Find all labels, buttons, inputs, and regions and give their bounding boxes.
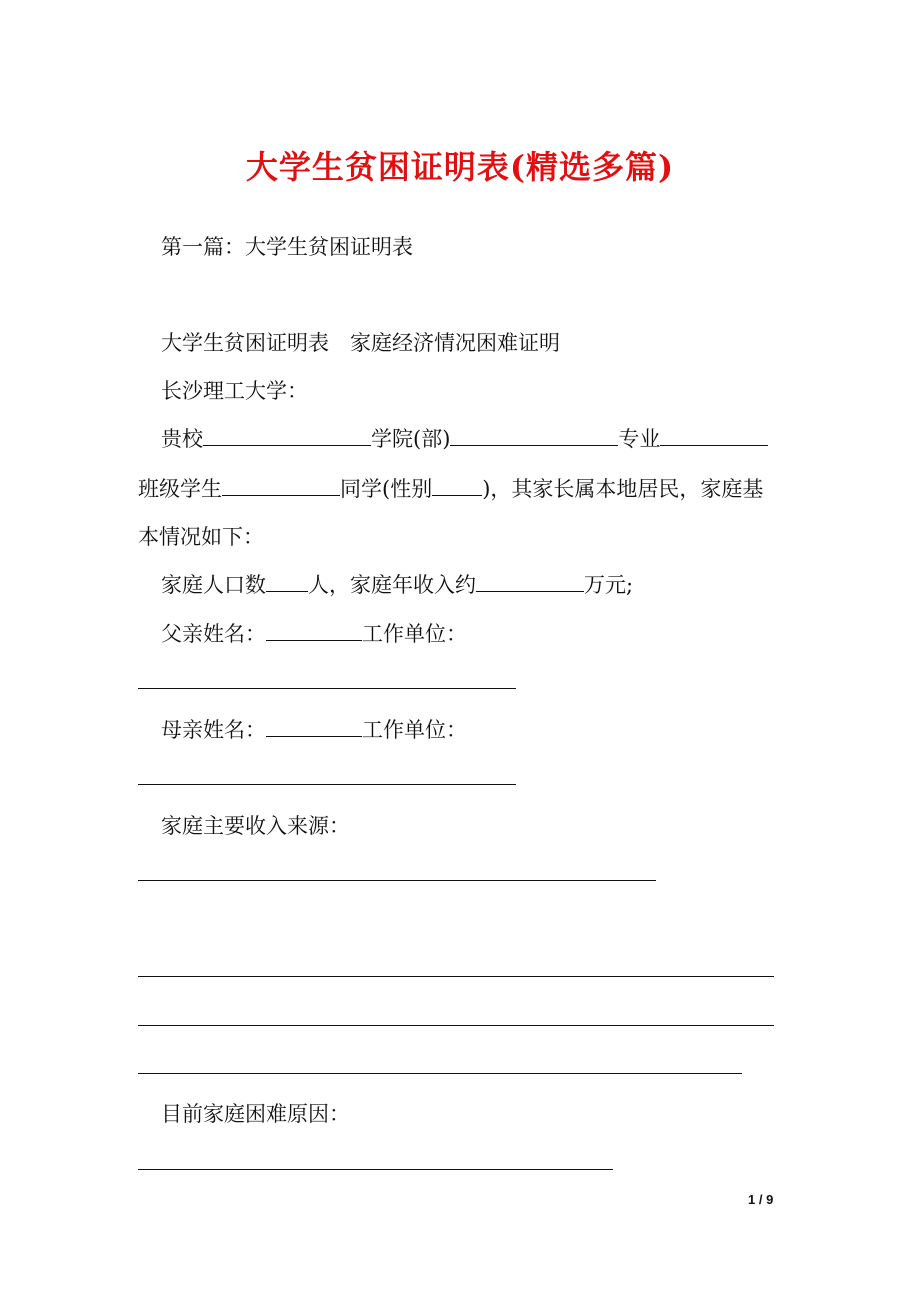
person-unit: 人，家庭年收入约 <box>308 573 476 597</box>
school-blank[interactable] <box>203 425 371 446</box>
income-unit: 万元; <box>584 573 634 597</box>
main-income-blank-2[interactable] <box>138 976 774 977</box>
population-blank[interactable] <box>266 571 308 592</box>
page-indicator: 1 / 9 <box>748 1192 774 1207</box>
father-name-label: 父亲姓名： <box>161 622 266 646</box>
school-info-line <box>161 425 768 453</box>
mother-workplace-blank[interactable] <box>138 784 516 785</box>
section-heading: 第一篇：大学生贫困证明表 <box>161 235 413 259</box>
mother-workplace-label: 工作单位： <box>362 718 467 742</box>
residence-text: )，其家长属本地居民，家庭基 <box>482 477 764 501</box>
population-label: 家庭人口数 <box>161 573 266 597</box>
student-name-blank[interactable] <box>222 475 340 496</box>
main-income-blank-3[interactable] <box>138 1025 774 1026</box>
difficulty-reason-blank[interactable] <box>138 1169 613 1170</box>
form-header: 大学生贫困证明表 家庭经济情况困难证明 <box>161 331 560 355</box>
gender-blank[interactable] <box>432 475 482 496</box>
main-income-blank-1[interactable] <box>138 880 656 881</box>
income-blank[interactable] <box>476 571 584 592</box>
basic-situation: 本情况如下： <box>138 525 264 549</box>
school-label: 贵校 <box>161 427 203 451</box>
mother-name-label: 母亲姓名： <box>161 718 266 742</box>
population-line <box>161 571 633 599</box>
major-blank[interactable] <box>660 425 768 446</box>
class-student-label: 班级学生 <box>138 477 222 501</box>
addressee: 长沙理工大学： <box>161 379 308 403</box>
document-title: 大学生贫困证明表(精选多篇) <box>245 148 675 186</box>
college-blank[interactable] <box>450 425 618 446</box>
main-income-label: 家庭主要收入来源： <box>161 814 350 838</box>
mother-name-blank[interactable] <box>266 716 362 737</box>
classmate-gender-label: 同学(性别 <box>340 477 433 501</box>
student-info-line <box>138 475 763 503</box>
major-label: 专业 <box>618 427 661 451</box>
mother-line <box>161 716 467 744</box>
college-label: 学院(部) <box>371 427 451 451</box>
father-workplace-blank[interactable] <box>138 688 516 689</box>
difficulty-reason-label: 目前家庭困难原因： <box>161 1102 350 1126</box>
father-name-blank[interactable] <box>266 620 362 641</box>
father-workplace-label: 工作单位： <box>362 622 467 646</box>
main-income-blank-4[interactable] <box>138 1073 742 1074</box>
father-line <box>161 620 467 648</box>
